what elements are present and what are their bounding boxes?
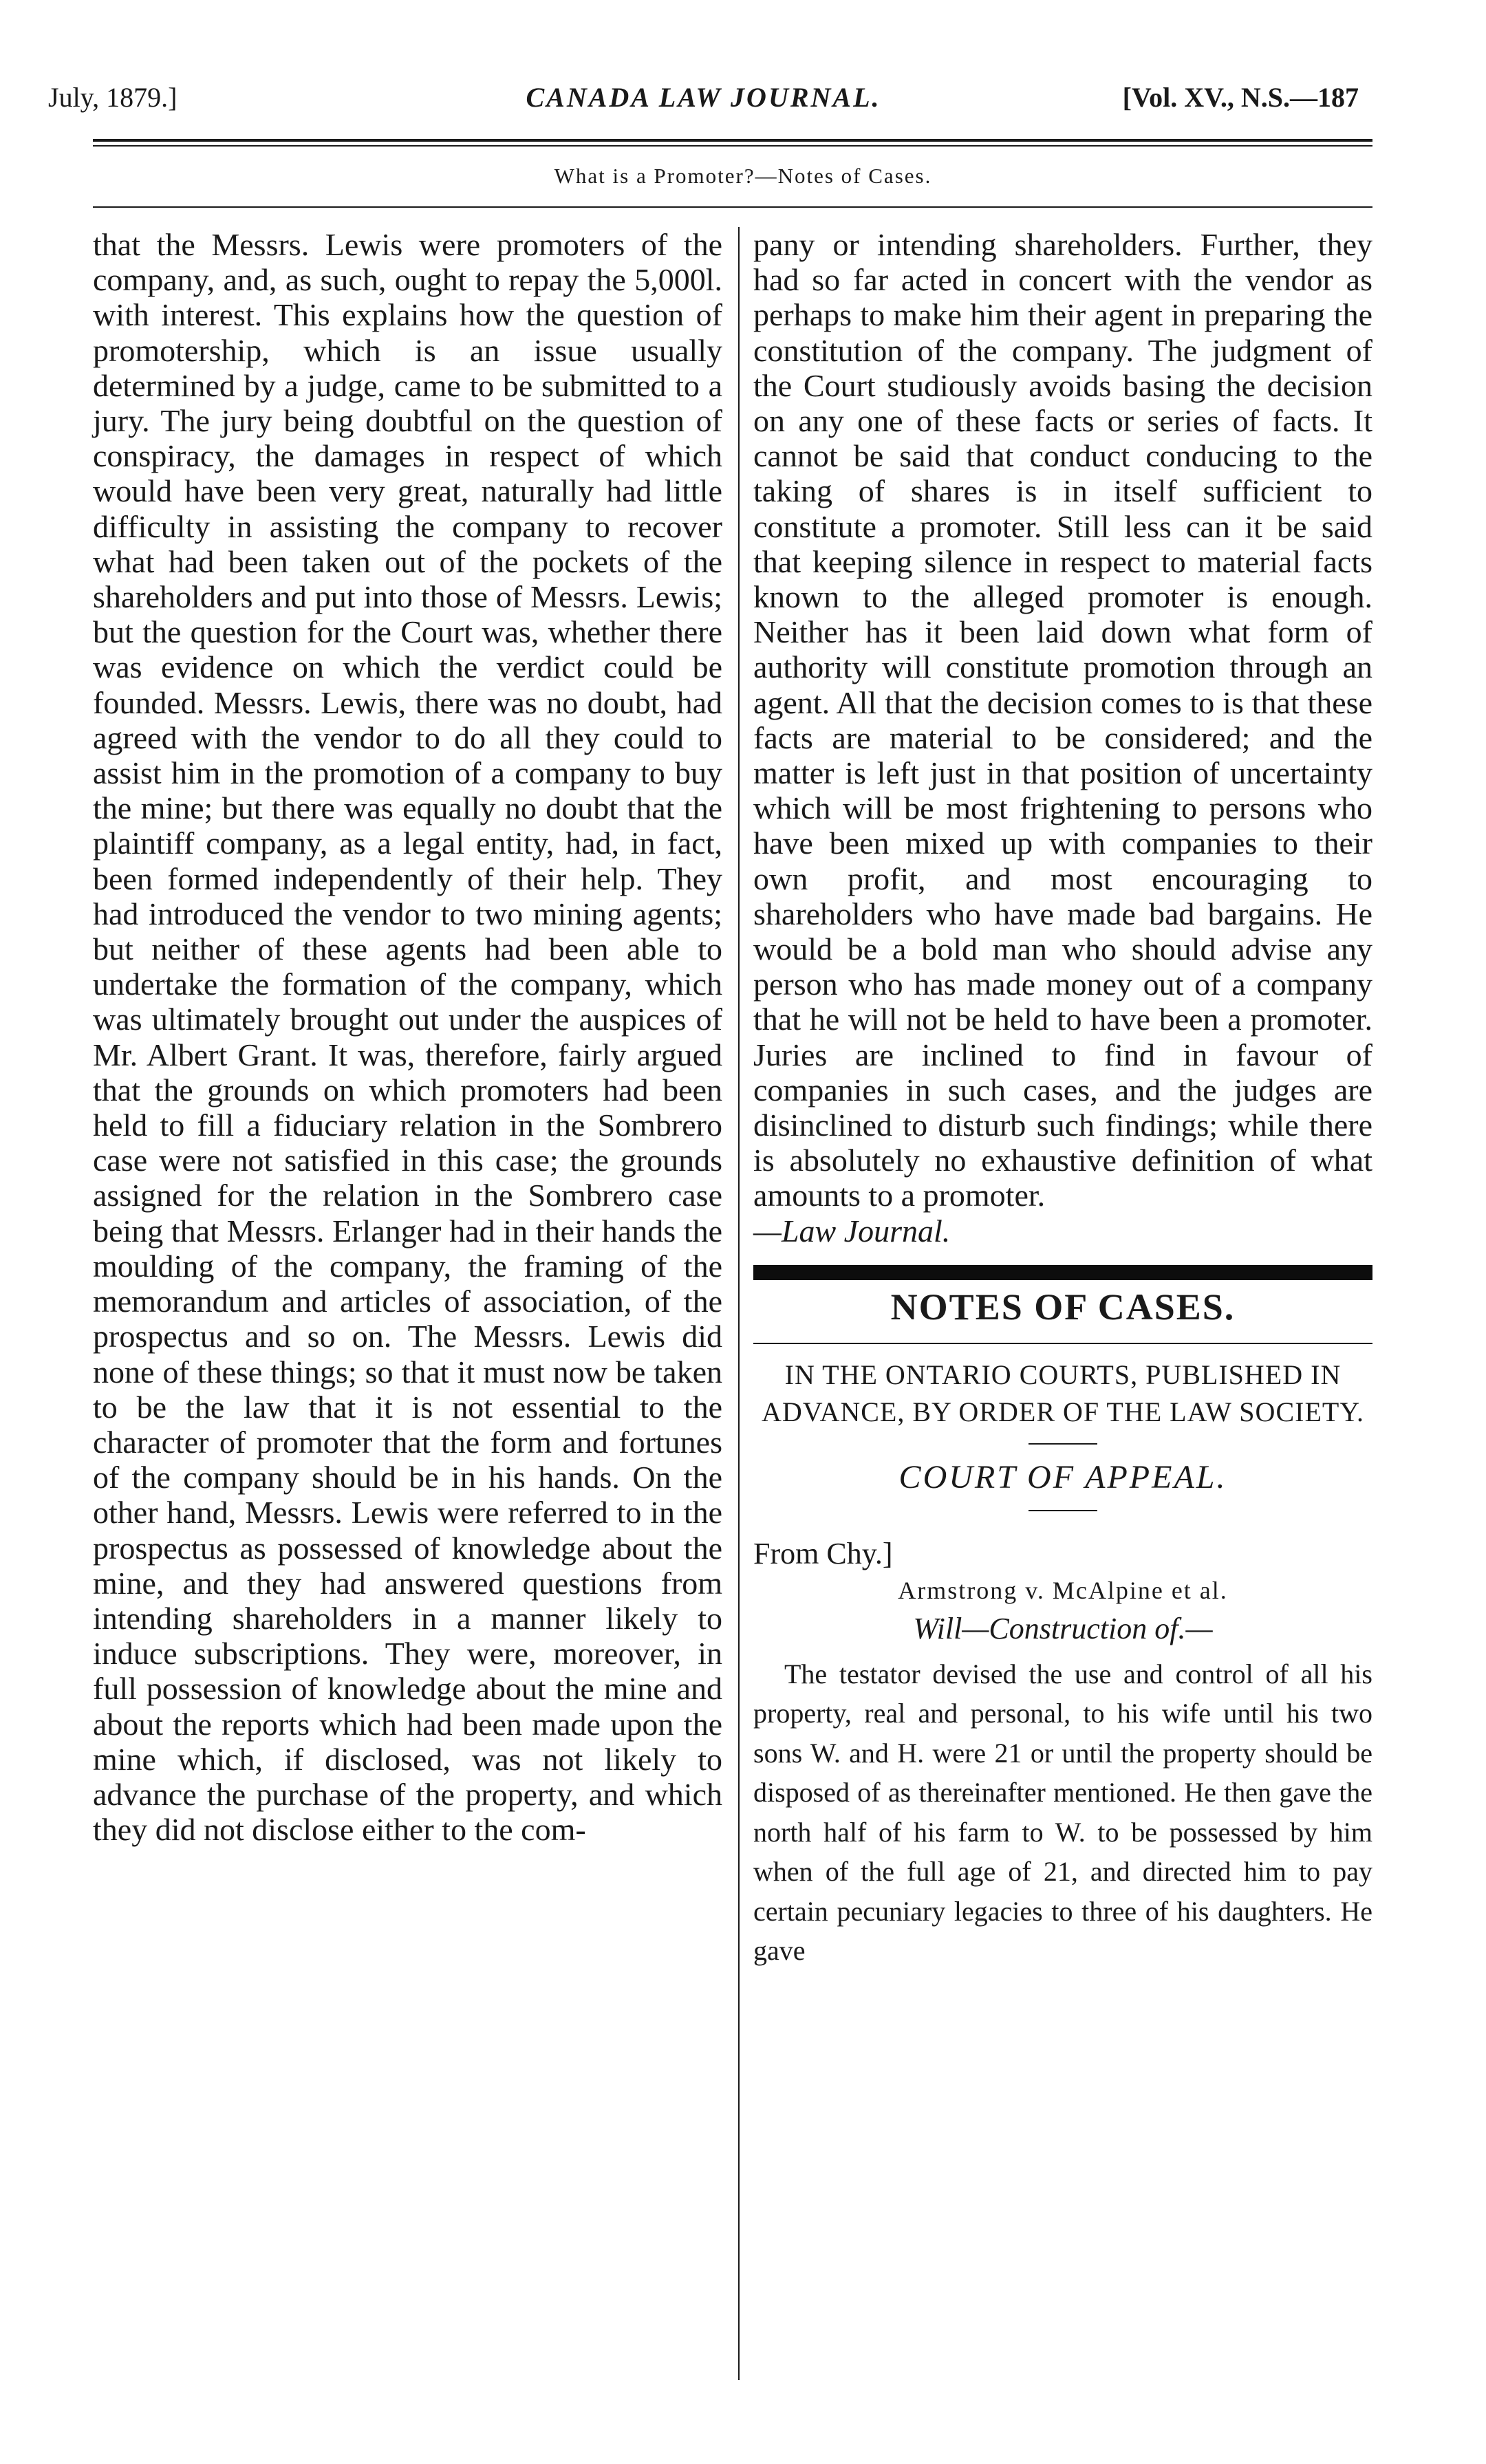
right-column-text: pany or intending shareholders. Further, they had so far acted in concert with the vendor as perhaps to make him their agent in preparing the constitution of the company. The judgment of the Court studiously avoids basing the decision on any one of these facts or series of facts. It cannot be said that conduct conducing to the taking of shares is in itself sufficient to constitute a promoter. Still less can it be said that keeping silence in respect to material facts known to the alleged promoter is enough. Neither has it been laid down what form of authority will constitute promotion through an agent. All that the decision comes to is that these facts are material to be considered; and the matter is left just in that position of uncertainty which will be most frightening to persons who have been mixed up with companies to their own profit, and most encouraging to shareholders who have made bad bargains. He would be a bold man who should advise any person who has made money out of a company that he will not be held to have been a promoter. Juries are inclined to find in favour of companies in such cases, and the judges are disinclined to disturb such findings; while there is absolutely no exhaustive definition of what amounts to a promoter. xyxy=(753,227,1372,1213)
notes-subheading: IN THE ONTARIO COURTS, PUBLISHED IN ADVANCE, BY ORDER OF THE LAW SOCIETY. xyxy=(761,1359,1365,1428)
left-column-text: that the Messrs. Lewis were promoters of the company, and, as such, ought to repay the 5,000l. with interest. This explains how the question of promotership, which is an issue usually determined by a judge, came to be submitted to a jury. The jury being doubtful on the question of conspiracy, the damages in respect of which would have been very great, naturally had little difficulty in assisting the company to recover what had been taken out of the pockets of the shareholders and put into those of Messrs. Lewis; but the question for the Court was, whether there was evidence on which the verdict could be founded. Messrs. Lewis, there was no doubt, had agreed with the vendor to do all they could to assist him in the promotion of a company to buy the mine; but there was equally no doubt that the plaintiff company, as a legal entity, had, in fact, been formed independently of their help. They had introduced the vendor to two mining agents; but neither of these agents had been able to undertake the formation of the company, which was ultimately brought out under the auspices of Mr. Albert Grant. It was, therefore, fairly argued that the grounds on which promoters had been held to fill a fiduciary relation in the Sombrero case were not satisfied in this case; the grounds assigned for the relation in the Sombrero case being that Messrs. Erlanger had in their hands the moulding of the company, the framing of the memorandum and articles of association, of the prospectus and so on. The Messrs. Lewis did none of these things; so that it must now be taken to be the law that it is not essential to the character of promoter that the form and fortunes of the company should be in his hands. On the other hand, Messrs. Lewis were referred to in the prospectus as possessed of knowledge about the mine, and they had answered questions from intending shareholders in a manner likely to induce subscriptions. They were, moreover, in full possession of knowledge about the mine and about the reports which had been made upon the mine which, if disclosed, was not likely to advance the purchase of the property, and which they did not disclose either to the com- xyxy=(93,227,722,1848)
article-signoff: —Law Journal. xyxy=(753,1213,951,1249)
header-volume-page: [Vol. XV., N.S.—187 xyxy=(1122,82,1359,113)
right-column xyxy=(753,227,1372,1971)
short-rule-2 xyxy=(1029,1510,1097,1511)
from-line: From Chy.] xyxy=(753,1537,893,1571)
case-name: Armstrong v. McAlpine et al. xyxy=(898,1576,1228,1604)
header-rule-top xyxy=(93,139,1372,142)
header-rule-bottom xyxy=(93,145,1372,147)
short-rule-1 xyxy=(1029,1443,1097,1445)
court-heading: COURT OF APPEAL. xyxy=(898,1459,1227,1496)
notes-rule xyxy=(753,1343,1372,1344)
running-header xyxy=(48,81,1359,129)
section-rule xyxy=(93,206,1372,208)
column-divider xyxy=(738,227,740,2380)
header-journal-title: CANADA LAW JOURNAL. xyxy=(526,82,881,113)
case-text: The testator devised the use and control of all his property, real and personal, to his wife until his two sons W. and H. were 21 or until the property should be disposed of as thereinafter mentioned. He then gave the north half of his farm to W. to be possessed by him when of the full age of 21, and directed him to pay certain pecuniary legacies to three of his daughters. He gave xyxy=(753,1658,1372,1967)
notes-heading: NOTES OF CASES. xyxy=(890,1286,1236,1328)
section-divider-thick xyxy=(753,1265,1372,1280)
header-date: July, 1879.] xyxy=(48,82,177,113)
section-title: What is a Promoter?—Notes of Cases. xyxy=(554,164,932,188)
case-subject: Will—Construction of.— xyxy=(913,1611,1213,1645)
left-column xyxy=(93,227,722,1847)
